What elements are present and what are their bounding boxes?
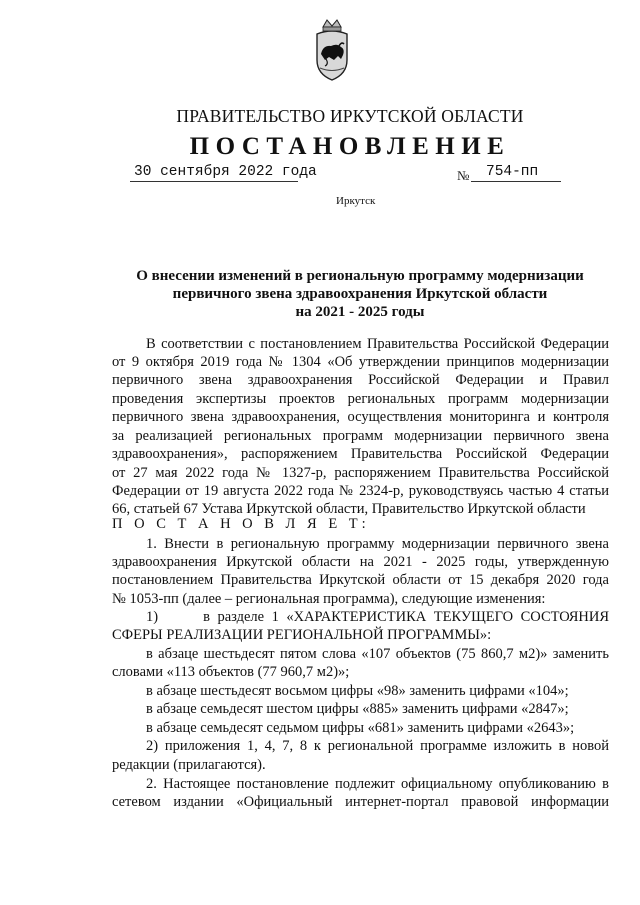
preamble-line: первичного звена здравоохранения Российской Федерации и Правил — [112, 372, 609, 388]
preamble-line: за реализацией региональных программ модернизации первичного звена — [112, 428, 609, 444]
document-subject — [60, 267, 640, 321]
preamble-line: первичного звена здравоохранения, осуществления мониторинга и контроля — [112, 409, 609, 425]
subject-line: О внесении изменений в региональную программу модернизации — [136, 268, 584, 284]
subitem-line: в абзаце семьдесят шестом цифры «885» заменить цифрами «2847»; — [146, 701, 569, 717]
subitem-line: редакции (прилагаются). — [112, 757, 266, 773]
subject-line: первичного звена здравоохранения Иркутской области — [172, 286, 548, 302]
item-line: постановлением Правительства Иркутской области от 15 декабря 2020 года — [112, 572, 609, 588]
preamble-line: Федерации от 19 августа 2022 года № 2324-р, руководствуясь частью 4 статьи — [112, 483, 609, 499]
subitem-line: СФЕРЫ РЕАЛИЗАЦИИ РЕГИОНАЛЬНОЙ ПРОГРАММЫ»: — [112, 627, 492, 643]
date-underline — [130, 181, 298, 182]
item-line: здравоохранения Иркутской области на 2021 - 2025 годы, утвержденную — [112, 554, 609, 570]
item-line: № 1053-пп (далее – региональная программа), следующие изменения: — [112, 591, 546, 607]
document-type: ПОСТАНОВЛЕНИЕ — [189, 133, 511, 160]
preamble-line: проведения экспертизы проектов региональных программ модернизации — [112, 391, 609, 407]
item-line: 2. Настоящее постановление подлежит официальному опубликованию в — [146, 776, 609, 792]
subitem-line: 1) в разделе 1 «ХАРАКТЕРИСТИКА ТЕКУЩЕГО СОСТОЯНИЯ — [146, 609, 609, 625]
preamble-line: 66, статьей 67 Устава Иркутской области, Правительство Иркутской области — [112, 501, 586, 517]
subitem-line: в абзаце семьдесят седьмом цифры «681» заменить цифрами «2643»; — [146, 720, 575, 736]
item-line: сетевом издании «Официальный интернет-портал правовой информации — [112, 794, 609, 810]
decree-word: П О С Т А Н О В Л Я Е Т: — [112, 516, 370, 532]
subitem-line: в абзаце шестьдесят пятом слова «107 объектов (75 860,7 м2)» заменить — [146, 646, 609, 662]
preamble-line: от 27 мая 2022 года № 1327-р, распоряжением Правительства Российской — [112, 465, 609, 481]
authority-name: ПРАВИТЕЛЬСТВО ИРКУТСКОЙ ОБЛАСТИ — [176, 106, 524, 126]
coat-of-arms-icon — [311, 18, 353, 84]
subitem-line: 2) приложения 1, 4, 7, 8 к региональной программе изложить в новой — [146, 738, 609, 754]
number-underline — [471, 181, 561, 182]
preamble-line: В соответствии с постановлением Правительства Российской Федерации — [146, 336, 609, 352]
preamble-line: от 9 октября 2019 года № 1304 «Об утверждении принципов модернизации — [112, 354, 609, 370]
subitem-line: в абзаце шестьдесят восьмом цифры «98» заменить цифрами «104»; — [146, 683, 569, 699]
subject-line: на 2021 - 2025 годы — [295, 304, 425, 320]
number-sign: № — [457, 168, 470, 183]
item-line: 1. Внести в региональную программу модернизации первичного звена — [146, 536, 609, 552]
document-date: 30 сентября 2022 года — [134, 164, 317, 180]
city-name: Иркутск — [336, 195, 376, 207]
document-number: 754-пп — [486, 164, 539, 180]
preamble-line: здравоохранения», распоряжением Правительства Российской Федерации — [112, 446, 609, 462]
subitem-line: словами «113 объектов (77 960,7 м2)»; — [112, 664, 350, 680]
